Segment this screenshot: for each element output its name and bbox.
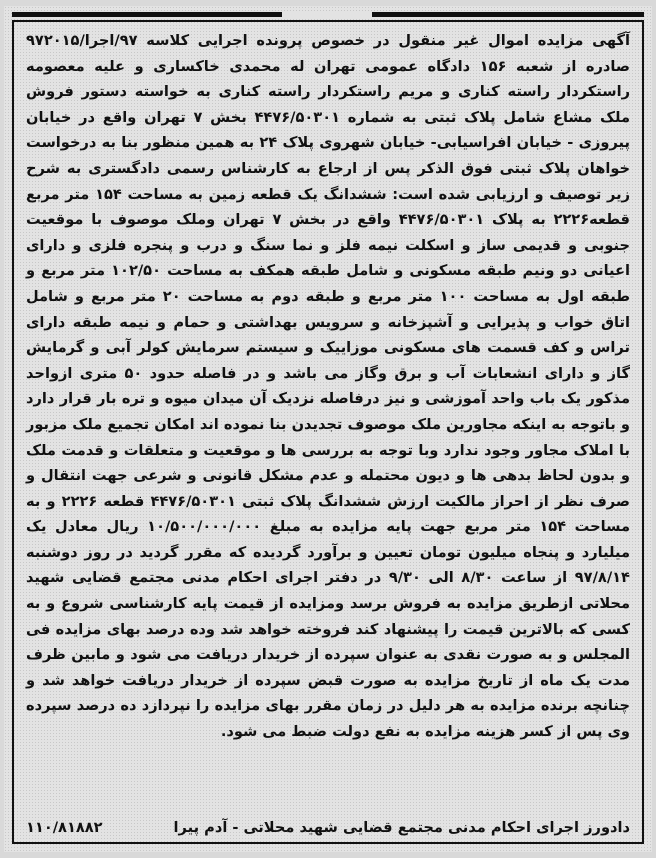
newspaper-clipping bbox=[4, 6, 652, 852]
top-border-rule bbox=[12, 12, 644, 17]
notice-signature: دادورز اجرای احکام مدنی مجتمع قضایی شهید محلاتی - آدم پیرا bbox=[173, 818, 630, 836]
notice-footer bbox=[26, 814, 630, 840]
top-border-gap bbox=[282, 12, 372, 17]
notice-reference-number: ۱۱۰/۸۱۸۸۲ bbox=[26, 818, 103, 836]
auction-notice-body: آگهی مزایده اموال غیر منقول در خصوص پرونده اجرایی کلاسه ۹۷/اجرا/۹۷۲۰۱۵ صادره از شعبه ۱۵۶ دادگاه عمومی تهران له محمدی خاکساری و علیه معصومه راستکردار راسته کناری و مریم راستکردار راسته کناری به خواسته دستور فروش ملک مشاع شامل پلاک ثبتی به شماره ۴۴۷۶/۵۰۳۰۱ بخش ۷ تهران واقع در خیابان پیروزی - خیابان افراسیابی- خیابان شهروی پلاک ۲۴ به همین منظور بنا به درخواست خواهان پلاک ثبتی فوق الذکر پس از ارجاع به کارشناس رسمی دادگستری به شرح زیر توصیف و ارزیابی شده است: ششدانگ یک قطعه زمین به مساحت ۱۵۴ متر مربع قطعه۲۲۲۶ به پلاک ۴۴۷۶/۵۰۳۰۱ واقع در بخش ۷ تهران وملک موصوف با موقعیت جنوبی و قدیمی ساز و اسکلت نیمه فلز و نما سنگ و درب و پنجره فلزی و دارای اعیانی دو ونیم طبقه مسکونی و شامل طبقه همکف به مساحت ۱۰۲/۵۰ متر مربع و طبقه اول به مساحت ۱۰۰ متر مربع و طبقه دوم به مساحت ۲۰ متر مربع و شامل اتاق خواب و پذیرایی و آشپزخانه و سرویس بهداشتی و حمام و نیمه طبقه دارای تراس و کف قسمت های مسکونی موزاییک و سیستم سرمایش کولر آبی و گرمایش گاز و دارای انشعابات آب و برق وگاز می باشد و در فاصله حدود ۵۰ متری ازواحد مذکور یک باب واحد آموزشی و نیز درفاصله نزدیک آن میدان میوه و تره بار قرار دارد و باتوجه به اینکه مجاورین ملک موصوف تجدیدن بنا نموده اند امکان تجمیع ملک مزبور با املاک مجاور وجود ندارد وبا توجه به بررسی ها و موقعیت و متعلقات و قدمت ملک و بدون لحاظ بدهی ها و دیون محتمله و عدم مشکل قانونی و شرعی جهت انتقال و صرف نظر از احراز مالکیت ارزش ششدانگ پلاک ثبتی ۴۴۷۶/۵۰۳۰۱ قطعه ۲۲۲۶ و به مساحت ۱۵۴ متر مربع جهت پایه مزایده به مبلغ ۱۰/۵۰۰/۰۰۰/۰۰۰ ریال معادل یک میلیارد و پنجاه میلیون تومان تعیین و برآورد گردیده که مقرر گردید در روز دوشنبه ۹۷/۸/۱۴ از ساعت ۸/۳۰ الی ۹/۳۰ در دفتر اجرای احکام مدنی مجتمع قضایی شهید محلاتی ازطریق مزایده به فروش برسد ومزایده از قیمت پایه کارشناسی شروع و به کسی که بالاترین قیمت را پیشنهاد کند فروخته خواهد شد وده درصد بهای مزایده فی المجلس و به صورت نقدی به عنوان سپرده از خریدار دریافت می شود و مابین ظرف مدت یک ماه از تاریخ مزایده به صورت قبض سپرده از خریدار دریافت خواهد شد و چنانچه برنده مزایده به هر دلیل در زمان مقرر بهای مزایده را نپردازد ده درصد سپرده وی پس از کسر هزینه مزایده به نفع دولت ضبط می شود. bbox=[26, 32, 631, 741]
